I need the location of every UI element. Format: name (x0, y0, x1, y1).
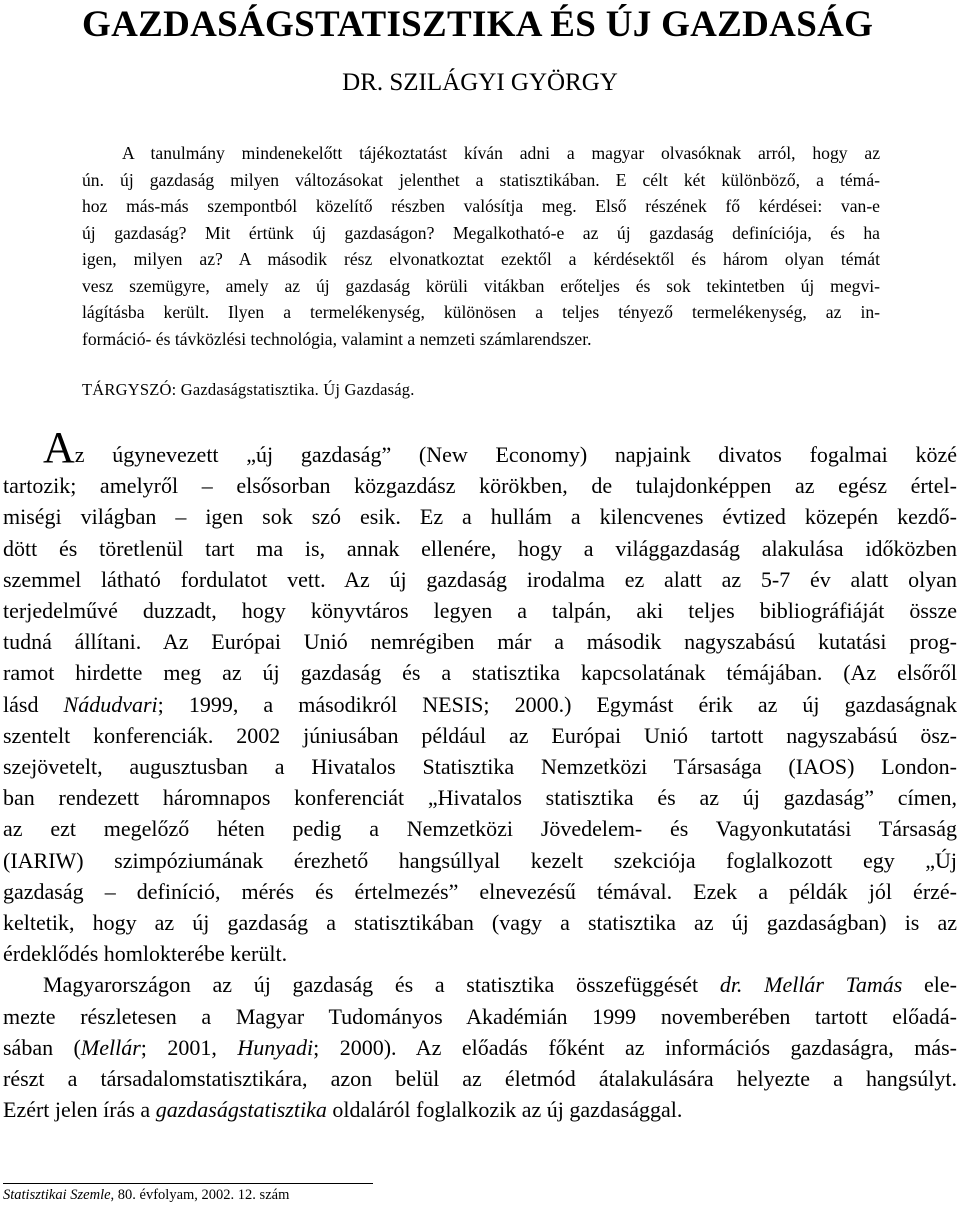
body-line: tudná állítani. Az Európai Unió nemrégiben már a második nagyszabású kutatási prog- (3, 629, 957, 655)
body-line: szemmel látható fordulatot vett. Az új gazdaság irodalma ez alatt az 5-7 év alatt olyan (3, 566, 957, 592)
body-line: ban rendezett háromnapos konferenciát „Hivatalos statisztika és az új gazdaság” címen, (3, 785, 957, 811)
abstract-line: A tanulmány mindenekelőtt tájékoztatást kíván adni a magyar olvasóknak arról, hogy az (122, 143, 880, 163)
body-line: dött és töretlenül tart ma is, annak ellenére, hogy a világgazdaság alakulása időközben (3, 535, 957, 561)
body-line: z úgynevezett „új gazdaság” (New Economy) napjaink divatos fogalmai közé (74, 442, 957, 467)
body-line: ramot hirdette meg az új gazdaság és a statisztika kapcsolatának témájában. (Az elsőről (3, 660, 957, 686)
abstract (82, 140, 880, 352)
body-text-run: lásd (3, 691, 64, 717)
paragraph-1 (3, 423, 957, 969)
body-text-run: Ezért jelen írás a (3, 1097, 156, 1123)
abstract-line: új gazdaság? Mit értünk új gazdaságon? Megalkotható-e az új gazdaság definíciója, és ha (82, 222, 880, 243)
body-line: (IARIW) szimpóziumának érezhető hangsúllyal kezelt szekciója foglalkozott egy „Új (3, 847, 957, 873)
footnote-divider (3, 1183, 373, 1184)
body-line: szentelt konferenciák. 2002 júniusában például az Európai Unió tartott nagyszabású ösz- (3, 722, 957, 748)
citation-author: Mellár (80, 1034, 141, 1060)
drop-cap: A (43, 423, 75, 472)
body-line: gazdaság – definíció, mérés és értelmezés” elnevezésű témával. Ezek a példák jól érzé- (3, 878, 957, 904)
journal-footer (3, 1187, 289, 1204)
emphasis: gazdaságstatisztika (155, 1097, 327, 1123)
body-text-run: oldaláról foglalkozik az új gazdasággal. (326, 1097, 683, 1123)
body-line: érdeklődés homlokterébe került. (3, 941, 288, 967)
body-text-run: ele- (902, 972, 957, 998)
journal-name: Statisztikai Szemle (3, 1187, 111, 1203)
body-text (3, 423, 957, 1125)
abstract-line: hoz más-más szempontból közelítő részben valósítja meg. Első részének fő kérdései: van-e (82, 196, 880, 216)
abstract-line: vesz szemügyre, amely az új gazdaság körüli vitákban erőteljes és sok tekintetben új megvi- (82, 275, 880, 296)
body-line: az ezt megelőző héten pedig a Nemzetközi Jövedelem- és Vagyonkutatási Társaság (3, 816, 957, 842)
abstract-line: igen, milyen az? A második rész elvonatkoztat ezektől a kérdésektől és három olyan témát (82, 249, 880, 269)
body-text-run: ; 1999, a másodikról NESIS; 2000.) Egymást érik az új gazdaságnak (157, 691, 957, 717)
person-name: dr. Mellár Tamás (719, 972, 903, 998)
body-line: keltetik, hogy az új gazdaság a statisztikában (vagy a statisztika az új gazdaságban) is az (3, 910, 957, 936)
body-line: miségi világban – igen sok szó esik. Ez a hullám a kilencvenes évtized közepén kezdő- (3, 504, 957, 530)
body-text-run: ; 2001, (140, 1034, 238, 1060)
abstract-line: lágításba került. Ilyen a termelékenység, különösen a teljes tényező termelékenység, az in- (82, 302, 880, 322)
body-line: mezte részletesen a Magyar Tudományos Akadémián 1999 novemberében tartott előadá- (3, 1003, 957, 1029)
body-text-run: ; 2000). Az előadás főként az információs gazdaságra, más- (313, 1034, 957, 1060)
author-name: DR. SZILÁGYI GYÖRGY (342, 69, 618, 96)
citation-author: Hunyadi (237, 1034, 314, 1060)
paragraph-2 (3, 969, 957, 1125)
abstract-line: formáció- és távközlési technológia, valamint a nemzeti számlarendszer. (82, 328, 592, 349)
citation-author: Nádudvari (63, 691, 158, 717)
body-text-run: sában ( (3, 1034, 81, 1060)
body-line: tartozik; amelyről – elsősorban közgazdász körökben, de tulajdonképpen az egész értel- (3, 473, 957, 499)
body-line: terjedelművé duzzadt, hogy könyvtáros legyen a talpán, aki teljes bibliográfiáját össze (3, 598, 957, 624)
journal-issue: , 80. évfolyam, 2002. 12. szám (110, 1187, 290, 1203)
abstract-line: ún. új gazdaság milyen változásokat jelenthet a statisztikában. E célt két különböző, a témá- (82, 169, 880, 190)
body-line: részt a társadalomstatisztikára, azon belül az életmód átalakulására helyezte a hangsúlyt. (3, 1066, 957, 1092)
body-text-run: Magyarországon az új gazdaság és a statisztika összefüggését (43, 972, 720, 998)
page-title: GAZDASÁGSTATISZTIKA ÉS ÚJ GAZDASÁG (82, 4, 874, 45)
body-line: szejövetelt, augusztusban a Hivatalos Statisztika Nemzetközi Társasága (IAOS) London- (3, 754, 957, 780)
keywords: TÁRGYSZÓ: Gazdaságstatisztika. Új Gazdaság. (82, 380, 415, 399)
